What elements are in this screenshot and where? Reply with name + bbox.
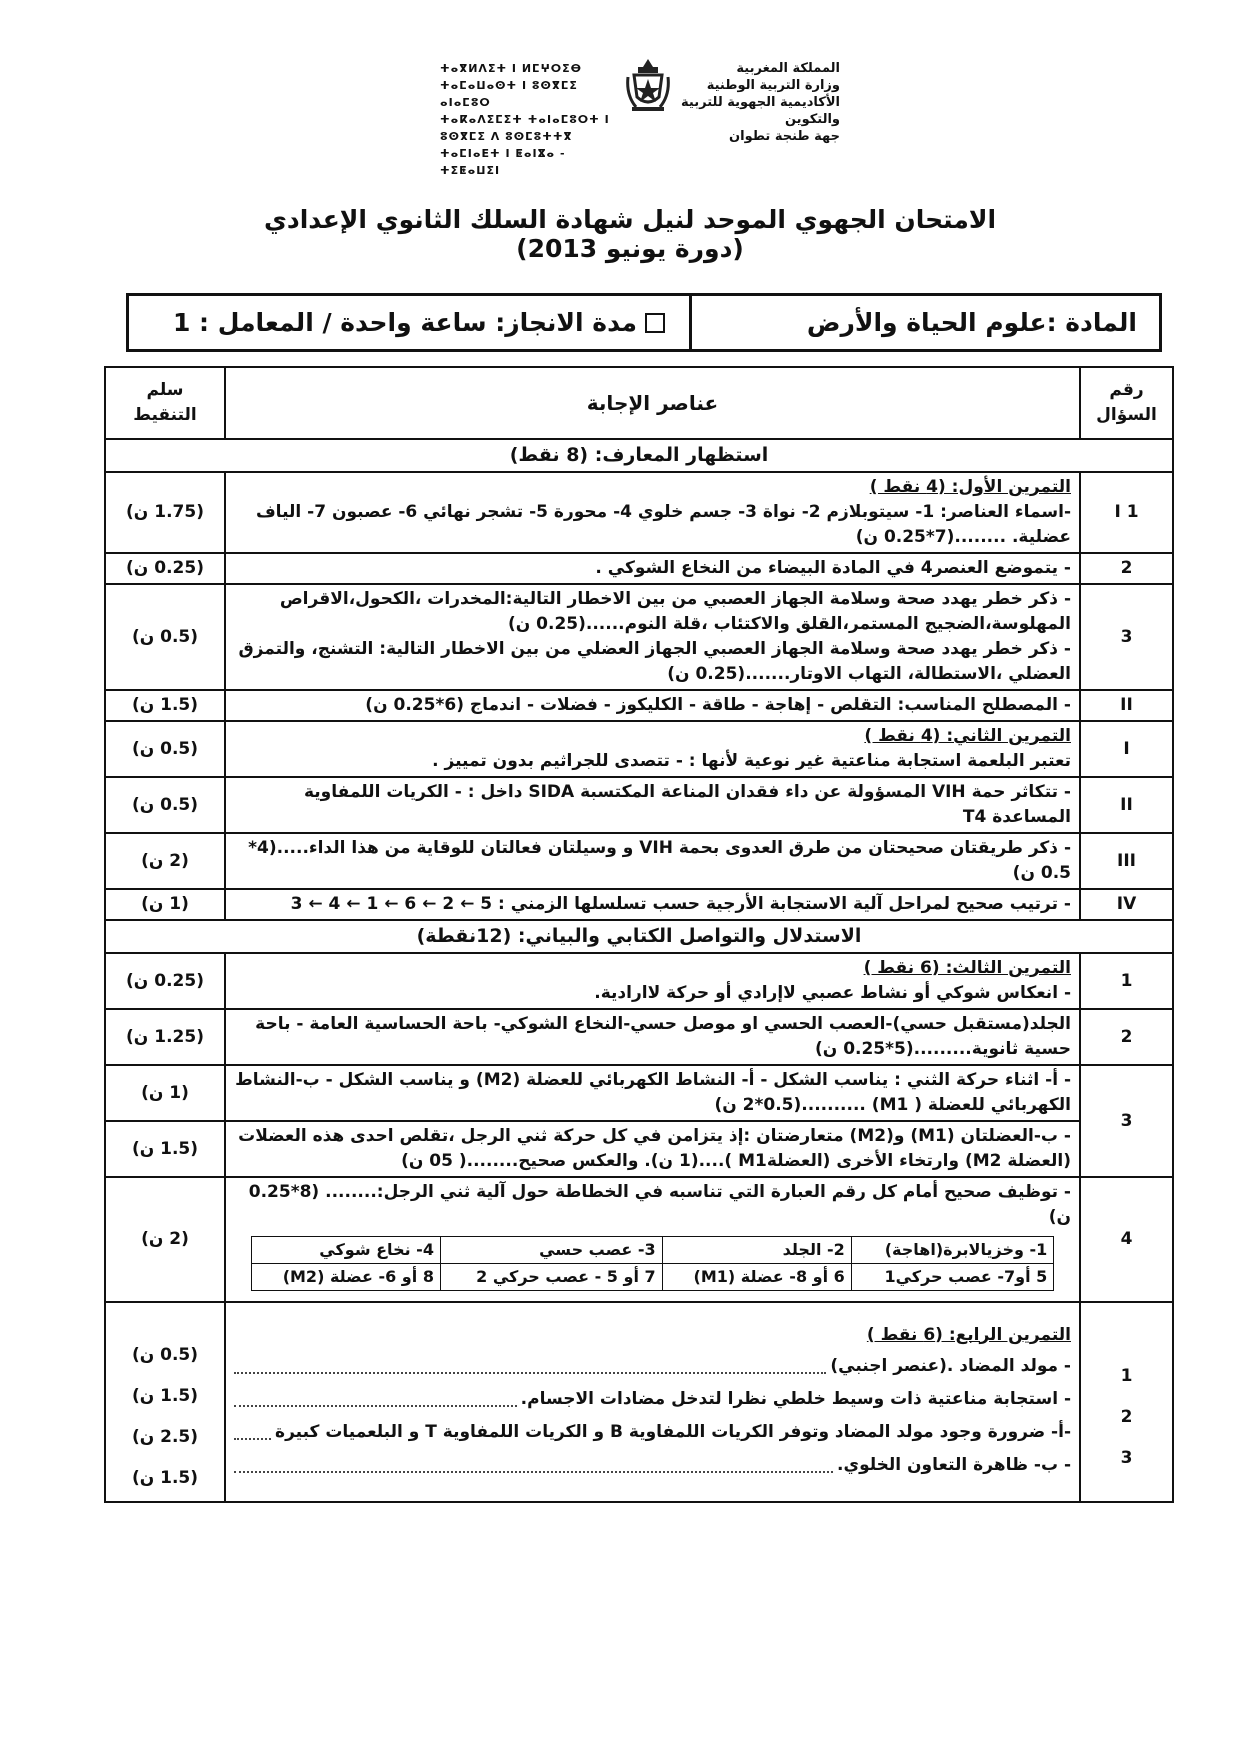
score-cell: (1.75 ن) xyxy=(105,472,225,553)
answer-cell xyxy=(225,953,1080,1009)
score-cell: (2 ن) xyxy=(105,1177,225,1302)
score-cell: (0.5 ن) xyxy=(105,584,225,690)
question-number: 3 xyxy=(1120,1447,1133,1468)
header-line: جهة طنجة تطوان xyxy=(729,129,840,144)
exercise-title: التمرين الأول: (4 نقط ) xyxy=(869,477,1071,497)
section-title: الاستدلال والتواصل الكتابي والبياني: (12نقطة) xyxy=(105,920,1173,953)
table-row xyxy=(105,777,1173,833)
answer-text: - مولد المضاد .(عنصر اجنبي) xyxy=(830,1355,1071,1376)
question-number: I xyxy=(1080,721,1173,777)
grid-cell: 4- نخاع شوكي xyxy=(251,1237,440,1264)
grid-cell: 5 أو7- عصب حركي1 xyxy=(851,1264,1053,1291)
question-number: I 1 xyxy=(1080,472,1173,553)
col-answer-elements: عناصر الإجابة xyxy=(225,367,1080,439)
section-row xyxy=(105,920,1173,953)
section-row xyxy=(105,439,1173,472)
answer-text: - تتكاثر حمة VIH المسؤولة عن داء فقدان المناعة المكتسبة SIDA داخل : - الكريات اللمفاوية المساعدة T4 xyxy=(225,777,1080,833)
header-line: المملكة المغربية xyxy=(736,61,840,76)
grid-cell: 7 أو 5 - عصب حركي 2 xyxy=(440,1264,662,1291)
score-cell: (1.25 ن) xyxy=(105,1009,225,1065)
table-row xyxy=(105,690,1173,721)
table-row xyxy=(105,889,1173,920)
answer-text: تعتبر البلعمة استجابة مناعتية غير نوعية لأنها : - تتصدى للجراثيم بدون تمييز . xyxy=(432,751,1071,771)
answer-text: -اسماء العناصر: 1- سيتوبلازم 2- نواة 3- جسم خلوي 4- محورة 5- تشجر نهائي 6- عصبون 7- الياف عضلية. ........(7*0.25 ن) xyxy=(255,502,1071,547)
answer-text: الجلد(مستقبل حسي)-العصب الحسي او موصل حسي-النخاع الشوكي- باحة الحساسية العامة - باحة حسية ثانوية.........(5*0.25 ن) xyxy=(225,1009,1080,1065)
answer-cell xyxy=(225,472,1080,553)
question-number: 4 xyxy=(1080,1177,1173,1302)
table-row xyxy=(105,1009,1173,1065)
question-number: III xyxy=(1080,833,1173,889)
grid-cell: 1- وخزيالابرة(اهاجة) xyxy=(851,1237,1053,1264)
exam-info-box xyxy=(126,293,1162,352)
answer-text: - ذكر خطر يهدد صحة وسلامة الجهاز العصبي من بين الاخطار التالية:المخدرات ،الكحول،الاقراص المهلوسة،الضجيج المستمر،القلق والاكتئاب ،قلة النوم......(0.25 ن) xyxy=(279,589,1071,634)
score-cell: (0.25 ن) xyxy=(105,953,225,1009)
score-cell: (1.5 ن) xyxy=(131,1468,199,1488)
table-row xyxy=(105,1302,1173,1502)
subject-cell xyxy=(689,296,1159,349)
score-cell: (2 ن) xyxy=(105,833,225,889)
ministry-arabic-lines xyxy=(660,60,840,145)
score-cell-group xyxy=(105,1302,225,1502)
diagram-grid xyxy=(251,1236,1055,1291)
answer-text: - أ- اثناء حركة الثني : يناسب الشكل - أ- النشاط الكهربائي للعضلة (M2) و يناسب الشكل - ب-النشاط الكهربائي للعضلة ( M1) ..........(2*0.5 ن) xyxy=(225,1065,1080,1121)
answer-cell xyxy=(225,584,1080,690)
header-line: ⵜⴰⴽⴰⴷⵉⵎⵉⵜ ⵜⴰⵏⴰⵎⵓⵔⵜ ⵏ ⵓⵙⴳⵎⵉ ⴷ ⵓⵙⵎⵓⵜⵜⴳ xyxy=(440,113,610,143)
table-row xyxy=(105,953,1173,1009)
subject-label: المادة :علوم الحياة والأرض xyxy=(806,308,1137,337)
question-number: 3 xyxy=(1080,584,1173,690)
grid-cell: 6 أو 8- عضلة (M1) xyxy=(662,1264,851,1291)
answer-cell xyxy=(225,1177,1080,1302)
grid-cell: 8 أو 6- عضلة (M2) xyxy=(251,1264,440,1291)
header-line: ⵜⴰⵎⵏⴰⴹⵜ ⵏ ⵟⴰⵏⴵⴰ - ⵜⵉⵟⴰⵡⵉⵏ xyxy=(440,147,566,177)
header-line: وزارة التربية الوطنية xyxy=(706,78,840,93)
table-row xyxy=(105,1065,1173,1121)
score-cell: (1 ن) xyxy=(105,1065,225,1121)
grid-row xyxy=(251,1264,1054,1291)
score-cell: (1.5 ن) xyxy=(105,1121,225,1177)
duration-label: مدة الانجاز: ساعة واحدة / المعامل : 1 xyxy=(172,308,637,337)
duration-cell xyxy=(129,296,689,349)
table-row xyxy=(105,472,1173,553)
answer-cell xyxy=(225,1302,1080,1502)
exercise-title: التمرين الثالث: (6 نقط ) xyxy=(863,958,1071,978)
exercise-title: التمرين الثاني: (4 نقط ) xyxy=(864,726,1071,746)
question-number: IV xyxy=(1080,889,1173,920)
answer-text: - انعكاس شوكي أو نشاط عصبي لاإرادي أو حركة لاارادية. xyxy=(594,983,1071,1003)
answer-text: - ب-العضلتان (M1) و(M2) متعارضتان :إذ يتزامن في كل حركة ثني الرجل ،تقلص احدى هذه العضلات (العضلة M2) وارتخاء الأخرى (العضلةM1 )....(1 ن). والعكس صحيح........( 05 ن) xyxy=(225,1121,1080,1177)
answer-text: - يتموضع العنصر4 في المادة البيضاء من النخاع الشوكي . xyxy=(225,553,1080,584)
question-number: 2 xyxy=(1080,1009,1173,1065)
grid-row xyxy=(251,1237,1054,1264)
grid-cell: 3- عصب حسي xyxy=(440,1237,662,1264)
answer-text: - ترتيب صحيح لمراحل آلية الاستجابة الأرجية حسب تسلسلها الزمني : 5 ← 2 ← 6 ← 1 ← 4 ← 3 xyxy=(225,889,1080,920)
answer-text: - ب- ظاهرة التعاون الخلوي. xyxy=(837,1454,1071,1475)
question-number: 3 xyxy=(1080,1065,1173,1177)
answer-cell xyxy=(225,721,1080,777)
table-row xyxy=(105,1121,1173,1177)
table-row xyxy=(105,584,1173,690)
table-row xyxy=(105,833,1173,889)
grid-cell: 2- الجلد xyxy=(662,1237,851,1264)
score-cell: (0.25 ن) xyxy=(105,553,225,584)
score-cell: (1 ن) xyxy=(105,889,225,920)
header-line: ⵜⴰⵎⴰⵡⴰⵙⵜ ⵏ ⵓⵙⴳⵎⵉ ⴰⵏⴰⵎⵓⵔ xyxy=(440,79,578,109)
dotted-line xyxy=(234,1471,833,1473)
col-scoring: سلم التنقيط xyxy=(105,367,225,439)
question-number: 1 xyxy=(1120,1365,1133,1386)
answer-text: - ذكر طريقتان صحيحتان من طرق العدوى بحمة VIH و وسيلتان فعالتان للوقاية من هذا الداء.....(4* 0.5 ن) xyxy=(225,833,1080,889)
question-number-cell xyxy=(1080,1302,1173,1502)
section-title: استظهار المعارف: (8 نقط) xyxy=(105,439,1173,472)
header-line: الأكاديمية الجهوية للتربية والتكوين xyxy=(681,95,840,127)
dotted-line xyxy=(234,1405,517,1407)
score-cell: (1.5 ن) xyxy=(105,690,225,721)
answer-text: - استجابة مناعتية ذات وسيط خلطي نظرا لتدخل مضادات الاجسام. xyxy=(520,1388,1071,1409)
table-row xyxy=(105,1177,1173,1302)
question-number: 1 xyxy=(1080,953,1173,1009)
question-number: 2 xyxy=(1080,553,1173,584)
question-number: II xyxy=(1080,690,1173,721)
ministry-tifinagh-lines xyxy=(440,60,630,179)
score-cell: (0.5 ن) xyxy=(105,721,225,777)
score-cell: (0.5 ن) xyxy=(131,1345,199,1365)
exercise-title: التمرين الرابع: (6 نقط ) xyxy=(866,1324,1071,1345)
dotted-line xyxy=(234,1372,826,1374)
exam-title: الامتحان الجهوي الموحد لنيل شهادة السلك الثانوي الإعدادي (دورة يونيو 2013) xyxy=(263,205,997,263)
header-line: ⵜⴰⴳⵍⴷⵉⵜ ⵏ ⵍⵎⵖⵔⵉⴱ xyxy=(440,62,583,75)
answer-text: - توظيف صحيح أمام كل رقم العبارة التي تناسبه في الخطاطة حول آلية ثني الرجل:........ (8*0.25 ن) xyxy=(248,1182,1071,1227)
question-number: 2 xyxy=(1120,1406,1133,1427)
answer-text: -أ- ضرورة وجود مولد المضاد وتوفر الكريات اللمفاوية B و الكريات اللمفاوية T و البلعميات كبيرة xyxy=(275,1421,1071,1442)
col-question-number: رقم السؤال xyxy=(1080,367,1173,439)
score-cell: (1.5 ن) xyxy=(131,1386,199,1406)
score-cell: (0.5 ن) xyxy=(105,777,225,833)
table-row xyxy=(105,553,1173,584)
table-header-row xyxy=(105,367,1173,439)
table-row xyxy=(105,721,1173,777)
answer-text: - المصطلح المناسب: التقلص - إهاجة - طاقة - الكليكوز - فضلات - اندماج (6*0.25 ن) xyxy=(225,690,1080,721)
checkbox-icon xyxy=(645,313,665,333)
question-number: II xyxy=(1080,777,1173,833)
dotted-line xyxy=(234,1438,271,1440)
answer-table xyxy=(104,366,1174,1503)
score-cell: (2.5 ن) xyxy=(131,1427,199,1447)
answer-text: - ذكر خطر يهدد صحة وسلامة الجهاز العصبي الجهاز العضلي من بين الاخطار التالية: التشنج، والتمزق العضلي ،الاستطالة، التهاب الاوتار.......(0.25 ن) xyxy=(238,639,1071,684)
